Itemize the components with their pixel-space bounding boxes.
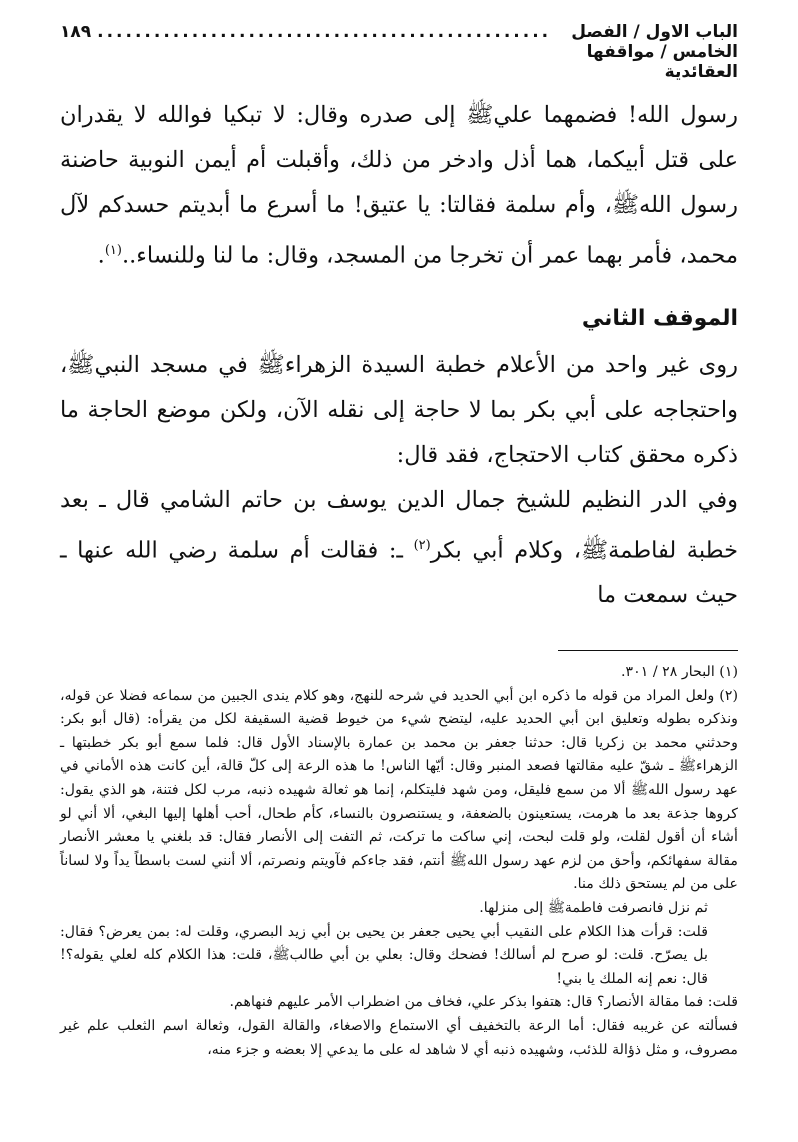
page-number: ١٨٩ [60, 22, 92, 42]
footnote-2-line-5: فسألته عن غريبه فقال: أما الرعة بالتخفيف أي الاستماع والاصغاء، والقالة القول، وثعالة اسم الثعلب علم غير مصروف، و مثل ذؤالة للذئب، وشهيده ذنبه أي لا شاهد له على ما يدعي إلا بعضه و جزء منه، [60, 1017, 738, 1058]
paragraph-3-text-a: وفي الدر النظيم للشيخ جمال الدين يوسف بن حاتم الشامي قال ـ بعد خطبة لفاطمةﷺ، وكلام أبي بكر [60, 486, 739, 563]
paragraph-1-text: رسول الله! فضمهما عليﷺ إلى صدره وقال: لا تبكيا فوالله لا يقدران على قتل أبيكما، هما أذل وادخر من ذلك، وأقبلت أم أيمن النوبية حاضنة رسول اللهﷺ، وأم سلمة فقالتا: يا عتيق! ما أسرع ما أبديتم حسدكم لآل محمد، فأمر بهما عمر أن تخرجا من المسجد، وقال: ما لنا وللنساء.. [60, 102, 738, 269]
footnotes [60, 661, 738, 1062]
footnote-2-line-4: قلت: فما مقالة الأنصار؟ قال: هتفوا بذكر علي، فخاف من اضطراب الأمر عليهم فنهاهم. [229, 994, 738, 1011]
chapter-title: الباب الاول / الفصل الخامس / مواقفها العقائدية [571, 22, 738, 82]
footnote-ref-2[interactable]: (٢) [413, 537, 431, 553]
dot-leader: ................................................ [97, 22, 552, 42]
running-header [60, 22, 738, 82]
main-text [60, 93, 738, 618]
paragraph-3 [60, 478, 738, 619]
footnote-2: (٢) ولعل المراد من قوله ما ذكره ابن أبي الحديد في شرحه للنهج، وهو كلام يندى الجبين من سماعه فضلا عن قوله، ونذكره بطوله وتعليق ابن أبي الحديد عليه، ليتضح شيء من خيوط قضية السقيفة لكل من يقرأه: (قال أبو بكر: وحدثني محمد بن زكريا قال: حدثنا جعفر بن محمد بن عمارة بالإسناد الأول قال: فلما سمع أبو بكر خطبتها ـ الزهراءﷺ ـ شقّ عليه مقالتها فصعد المنبر وقال: أيّها الناس! ما هذه الرعة إلى كلّ قالة، أين كانت هذه الأماني في عهد رسول اللهﷺ ألا من سمع فليقل، ومن شهد فليتكلم، إنما هو ثعالة شهيده ذنبه، مرب لكل فتنة، هو الذي يقول: كروها جذعة بعد ما هرمت، يستعينون بالضعفة، و يستنصرون بالنساء، كأم طحال، أحب أهلها إليها البغي، ألا أني لو أشاء أن أقول لقلت، ولو قلت لبحت، إني ساكت ما تركت، ثم التفت إلى الأنصار فقال: قد بلغني يا معشر الأنصار مقالة سفهائكم، وأحق من لزم عهد رسول اللهﷺ أنتم، فقد جاءكم فآويتم ونصرتم، ألا أنني لست باسطاً يداً ولا لساناً على من لم يستحق ذلك منا. [60, 687, 738, 893]
paragraph-1 [60, 93, 738, 279]
footnote-divider [558, 650, 738, 651]
footnote-2-line-2: ثم نزل فانصرفت فاطمةﷺ إلى منزلها. [479, 899, 708, 916]
footnote-2-line-3: قلت: قرأت هذا الكلام على النقيب أبي يحيى جعفر بن يحيى بن أبي زيد البصري، وقلت له: بمن يعرض؟ فقال: بل يصرّح. قلت: لو صرح لم أسالك! فضحك وقال: بعلي بن أبي طالبﷺ، قلت: هذا الكلام كله لعلي يقوله؟! قال: نعم إنه الملك يا بني! [60, 923, 708, 987]
paragraph-2: روى غير واحد من الأعلام خطبة السيدة الزهراءﷺ في مسجد النبيﷺ، واحتجاجه على أبي بكر بما لا حاجة إلى نقله الآن، ولكن موضع الحاجة ما ذكره محقق كتاب الاحتجاج، فقد قال: [60, 351, 738, 468]
paragraph-3-text-b: ـ: فقالت أم سلمة رضي الله عنها ـ حيث سمعت ما [60, 537, 738, 608]
section-heading: الموقف الثاني [581, 305, 738, 331]
footnote-ref-1[interactable]: (١) [104, 243, 122, 258]
book-page [60, 22, 738, 1122]
paragraph-1-end: . [97, 242, 105, 269]
footnote-1: (١) البحار ٢٨ / ٣٠١. [620, 664, 738, 680]
